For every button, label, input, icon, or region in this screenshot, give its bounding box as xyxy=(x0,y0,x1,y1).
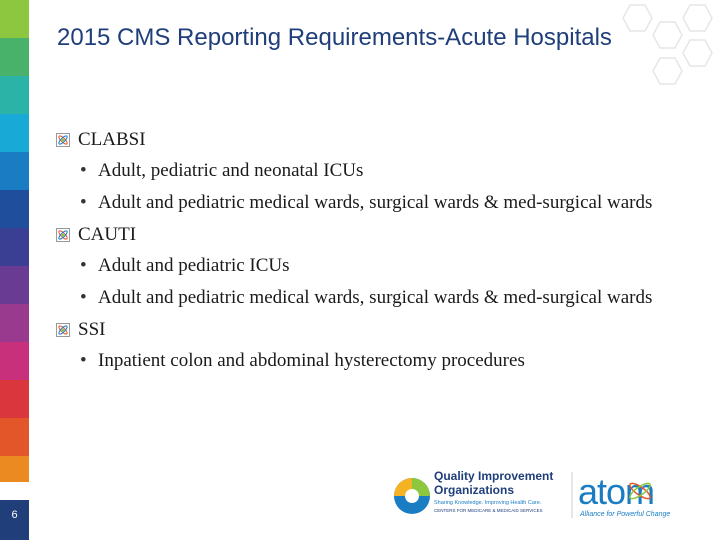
atom-bullet-icon xyxy=(56,133,70,147)
list-item xyxy=(56,189,696,216)
slide-title: 2015 CMS Reporting Requirements-Acute Hospitals xyxy=(57,24,612,51)
list-item xyxy=(56,252,696,279)
stripe-segment xyxy=(0,0,29,38)
hexagon-pattern-icon xyxy=(600,0,720,110)
stripe-segment xyxy=(0,76,29,114)
stripe-segment xyxy=(0,456,29,482)
stripe-segment xyxy=(0,228,29,266)
stripe-segment xyxy=(0,152,29,190)
qio-subline: CENTERS FOR MEDICARE & MEDICAID SERVICES xyxy=(434,508,543,513)
section-heading-cauti xyxy=(56,221,696,248)
section-heading-text: SSI xyxy=(78,319,106,340)
sub-bullet: • xyxy=(80,192,87,213)
section-heading-text: CAUTI xyxy=(78,224,137,245)
section-heading-text: CLABSI xyxy=(78,129,146,150)
atom-tagline: Alliance for Powerful Change xyxy=(580,511,671,518)
stripe-segment xyxy=(0,418,29,456)
slide-content xyxy=(56,126,696,379)
atom-bullet-icon xyxy=(56,323,70,337)
list-item-text: Adult and pediatric medical wards, surgical wards & med-surgical wards xyxy=(98,287,653,308)
qio-logo-icon xyxy=(394,478,430,514)
section-heading-ssi xyxy=(56,316,696,343)
section-heading-clabsi xyxy=(56,126,696,153)
stripe-segment xyxy=(0,190,29,228)
list-item xyxy=(56,284,696,311)
sub-bullet: • xyxy=(80,287,87,308)
sub-bullet: • xyxy=(80,160,87,181)
list-item-text: Adult and pediatric medical wards, surgical wards & med-surgical wards xyxy=(98,192,653,213)
stripe-segment xyxy=(0,304,29,342)
qio-line2: Organizations xyxy=(434,483,515,497)
atom-logo-text: atom xyxy=(578,471,655,512)
footer-logos xyxy=(392,466,702,526)
sub-bullet: • xyxy=(80,350,87,371)
list-item-text: Inpatient colon and abdominal hysterectomy procedures xyxy=(98,350,525,371)
sub-bullet: • xyxy=(80,255,87,276)
list-item-text: Adult, pediatric and neonatal ICUs xyxy=(98,160,364,181)
qio-tagline: Sharing Knowledge. Improving Health Care. xyxy=(434,500,542,506)
stripe-segment xyxy=(0,380,29,418)
list-item xyxy=(56,347,696,374)
stripe-segment xyxy=(0,342,29,380)
stripe-segment xyxy=(0,114,29,152)
stripe-segment xyxy=(0,38,29,76)
stripe-segment xyxy=(0,266,29,304)
left-color-stripe xyxy=(0,0,29,540)
atom-bullet-icon xyxy=(56,228,70,242)
list-item-text: Adult and pediatric ICUs xyxy=(98,255,290,276)
list-item xyxy=(56,157,696,184)
qio-line1: Quality Improvement xyxy=(434,469,554,483)
page-number: 6 xyxy=(0,500,29,540)
